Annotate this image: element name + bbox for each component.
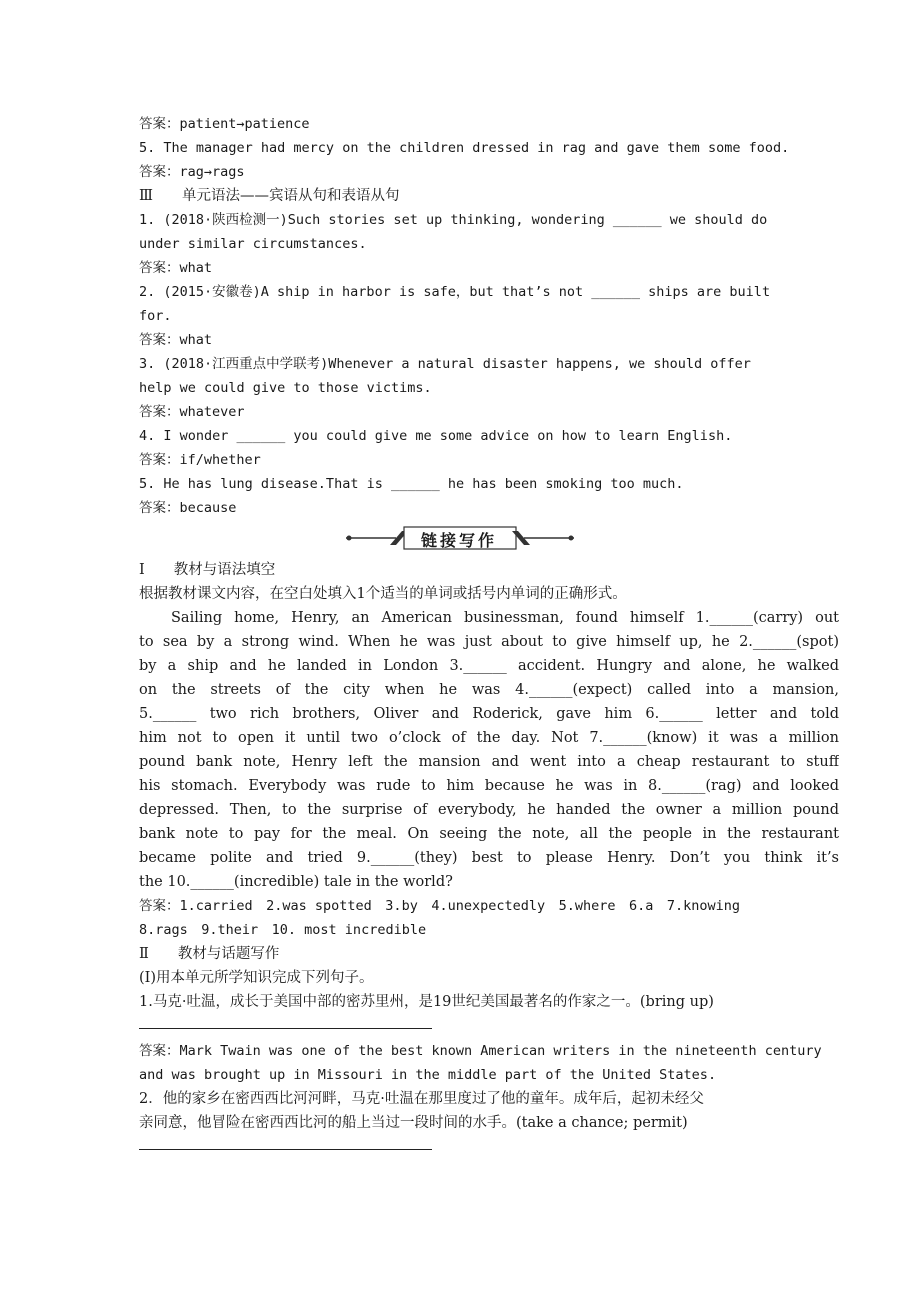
question-line: 5. He has lung disease.That is ______ he has been smoking too much.	[139, 476, 684, 492]
subsection-heading: (Ⅰ)用本单元所学知识完成下列句子。	[139, 970, 374, 986]
passage-line: to sea by a strong wind. When he was just about to give himself up, he 2.______(spot)	[139, 634, 839, 650]
passage-line: depressed. Then, to the surprise of everybody, he handed the owner a million pound	[139, 802, 839, 818]
passage-line: bank note to pay for the meal. On seeing the note, all the people in the restaurant	[139, 826, 839, 842]
question-line: 1. (2018·陕西检测一)Such stories set up thinking, wondering ______ we should do	[139, 212, 768, 228]
passage-line: pound bank note, Henry left the mansion and went into a cheap restaurant to stuff	[139, 754, 839, 770]
question-line: help we could give to those victims.	[139, 380, 432, 396]
answer-line: 答案：if/whether	[139, 452, 261, 468]
question-line: 3. (2018·江西重点中学联考)Whenever a natural disaster happens, we should offer	[139, 356, 751, 372]
question-line: 4. I wonder ______ you could give me some advice on how to learn English.	[139, 428, 733, 444]
answer-line: 答案：what	[139, 260, 213, 276]
passage-line: 5.______ two rich brothers, Oliver and Roderick, gave him 6.______ letter and told	[139, 706, 839, 722]
passage-line: Sailing home, Henry, an American businessman, found himself 1.______(carry) out	[171, 610, 839, 626]
section-heading-cloze: Ⅰ 教材与语法填空	[139, 562, 276, 578]
passage-line: him not to open it until two o’clock of the day. Not 7.______(know) it was a million	[139, 730, 839, 746]
answer-line: 答案：rag→rags	[139, 164, 245, 180]
answer-line: 8.rags 9.their 10. most incredible	[139, 922, 427, 938]
passage-line: became polite and tried 9.______(they) best to please Henry. Don’t you think it’s	[139, 850, 839, 866]
question-line: 1.马克·吐温，成长于美国中部的密苏里州，是19世纪美国最著名的作家之一。(bring up)	[139, 994, 714, 1010]
passage-line: on the streets of the city when he was 4.______(expect) called into a mansion,	[139, 682, 839, 698]
answer-line: 答案：because	[139, 500, 237, 516]
passage-line: by a ship and he landed in London 3.______ accident. Hungry and alone, he walked	[139, 658, 839, 674]
question-line: for.	[139, 308, 172, 324]
answer-line: 答案：what	[139, 332, 213, 348]
passage-line: the 10.______(incredible) tale in the world?	[139, 874, 453, 890]
instruction-line: 根据教材课文内容，在空白处填入1个适当的单词或括号内单词的正确形式。	[139, 586, 627, 602]
answer-line: 答案：Mark Twain was one of the best known American writers in the nineteenth century	[139, 1043, 822, 1059]
answer-blank-line	[139, 1135, 432, 1150]
section-heading-grammar: Ⅲ 单元语法——宾语从句和表语从句	[139, 188, 400, 204]
section-banner	[139, 522, 839, 558]
question-line: 2．他的家乡在密西西比河河畔，马克·吐温在那里度过了他的童年。成年后，起初未经父	[139, 1091, 704, 1107]
banner-title: 链接写作	[420, 531, 497, 550]
question-line: 5. The manager had mercy on the children dressed in rag and gave them some food.	[139, 140, 790, 156]
question-line: 2. (2015·安徽卷)A ship in harbor is safe，but that’s not ______ ships are built	[139, 284, 771, 300]
answer-line: 答案：patient→patience	[139, 116, 310, 132]
answer-line: and was brought up in Missouri in the middle part of the United States.	[139, 1067, 717, 1083]
section-heading-writing: Ⅱ 教材与话题写作	[139, 946, 280, 962]
answer-line: 答案：1.carried 2.was spotted 3.by 4.unexpectedly 5.where 6.a 7.knowing	[139, 898, 741, 914]
question-line: 亲同意，他冒险在密西西比河的船上当过一段时间的水手。(take a chance; permit)	[139, 1115, 688, 1131]
document-page	[139, 112, 839, 1160]
answer-blank-line	[139, 1014, 432, 1029]
question-line: under similar circumstances.	[139, 236, 367, 252]
answer-line: 答案：whatever	[139, 404, 245, 420]
passage-line: his stomach. Everybody was rude to him because he was in 8.______(rag) and looked	[139, 778, 839, 794]
